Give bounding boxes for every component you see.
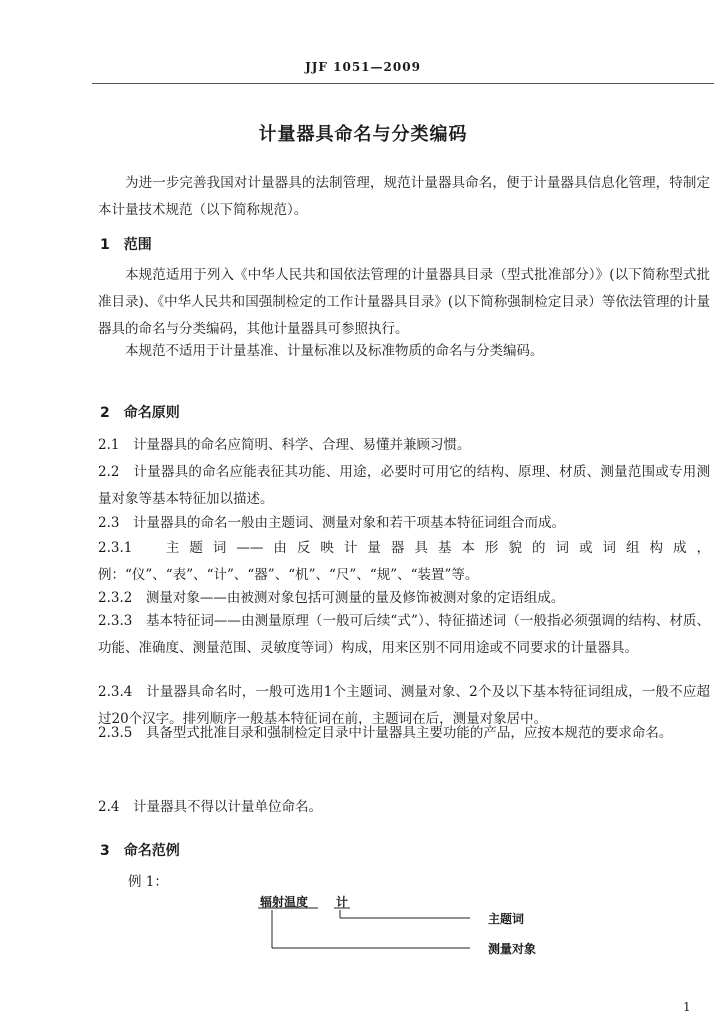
clause-2-3-2: 2.3.2 测量对象——由被测对象包括可测量的量及修饰被测对象的定语组成。 <box>98 590 565 606</box>
clause-2-3-5: 2.3.5 具备型式批准目录和强制检定目录中计量器具主要功能的产品，应按本规范的要求命名。 <box>98 725 673 741</box>
diagram-term-subject-word: 计 <box>336 895 349 909</box>
section-1-paragraph-2: 本规范不适用于计量基准、计量标准以及标准物质的命名与分类编码。 <box>125 343 544 359</box>
clause-2-1: 2.1 计量器具的命名应简明、科学、合理、易懂并兼顾习惯。 <box>98 437 471 453</box>
diagram-label-subject-word: 主题词 <box>488 912 525 926</box>
section-1-paragraph-1: 本规范适用于列入《中华人民共和国依法管理的计量器具目录（型式批准部分）》(以下简称型式批准目录)、《中华人民共和国强制检定的工作计量器具目录》(以下简称强制检定目录）等依法管理的计量器具的命名与分类编码，其他计量器具可参照执行。 <box>98 267 710 337</box>
clause-2-2: 2.2 计量器具的命名应能表征其功能、用途，必要时可用它的结构、原理、材质、测量范围或专用测量对象等基本特征加以描述。 <box>98 464 710 507</box>
page-title: 计量器具命名与分类编码 <box>258 124 468 145</box>
clause-2-3-1: 2.3.1 主题词——由反映计量器具基本形貌的词或词组构成，例：“仪”、“表”、“计”、“器”、“机”、“尺”、“规”、“装置”等。 <box>98 540 710 583</box>
page-number: 1 <box>683 1000 691 1014</box>
intro-paragraph: 为进一步完善我国对计量器具的法制管理，规范计量器具命名，便于计量器具信息化管理，特制定本计量技术规范（以下简称规范）。 <box>98 175 710 218</box>
clause-2-3: 2.3 计量器具的命名一般由主题词、测量对象和若干项基本特征词组合而成。 <box>98 515 565 531</box>
diagram-label-measured-object: 测量对象 <box>488 942 537 956</box>
example-1-label: 例 1： <box>128 874 168 890</box>
section-1-heading: 1 范围 <box>100 237 152 253</box>
section-2-heading: 2 命名原则 <box>100 405 180 421</box>
running-header: JJF 1051—2009 <box>305 60 421 74</box>
section-3-heading: 3 命名范例 <box>100 843 180 859</box>
diagram-term-measured-object: 辐射温度 <box>260 895 309 909</box>
clause-2-4: 2.4 计量器具不得以计量单位命名。 <box>98 799 322 815</box>
clause-2-3-3: 2.3.3 基本特征词——由测量原理（一般可后续“式”）、特征描述词（一般指必须强调的结构、材质、功能、准确度、测量范围、灵敏度等词）构成，用来区别不同用途或不同要求的计量器具。 <box>98 613 710 656</box>
clause-2-3-4: 2.3.4 计量器具命名时，一般可选用1个主题词、测量对象、2个及以下基本特征词组成，一般不应超过20个汉字。排列顺序一般基本特征词在前，主题词在后，测量对象居中。 <box>98 684 710 727</box>
